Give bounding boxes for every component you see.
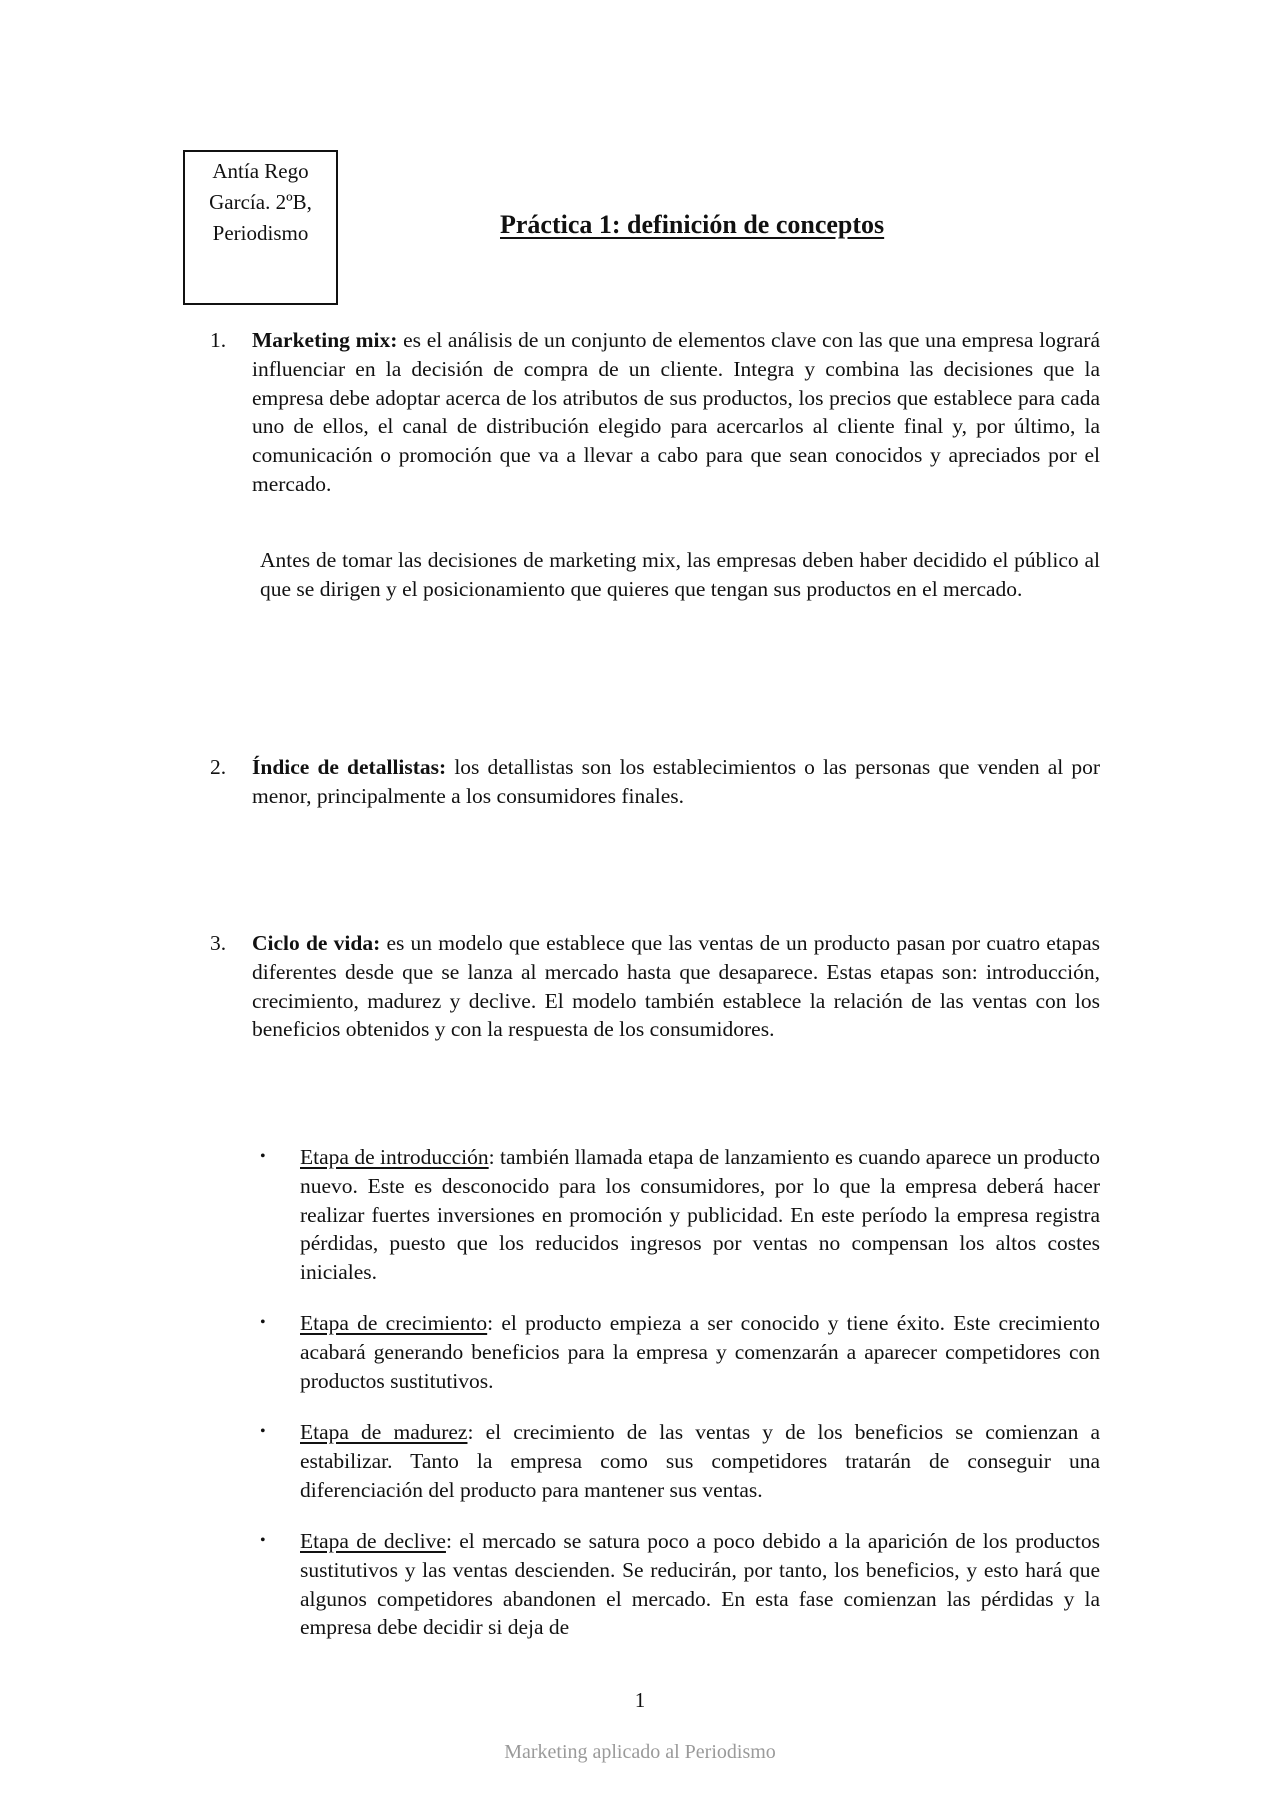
page-footer: Marketing aplicado al Periodismo [504,1741,776,1763]
author-line-1: Antía Rego [212,159,309,183]
stage-text: : el mercado se satura poco a poco debido a la aparición de los productos sustitutivos y las ventas descienden. Se reducirán, por tanto, los beneficios, y esto hará que algunos competidores abandonen el mercado. En esta fase comienzan las pérdidas y la empresa debe decidir si deja de [300,1529,1101,1640]
list-item-ciclo-de-vida [210,929,1100,1044]
stage-text: : el producto empieza a ser conocido y tiene éxito. Este crecimiento acabará generando beneficios para la empresa y comenzarán a aparecer competidores con productos sustitutivos. [300,1311,1100,1393]
list-item-term: Marketing mix: [252,328,398,352]
author-line-2: García. 2ºB, [209,190,312,214]
bullet-icon: • [260,1532,266,1549]
stage-term: Etapa de crecimiento [300,1311,488,1335]
list-item-number: 3. [210,931,227,955]
stage-term: Etapa de introducción [300,1145,489,1169]
stage-text: : el crecimiento de las ventas y de los beneficios se comienzan a estabilizar. Tanto la empresa como sus competidores tratarán de conseguir una diferenciación del producto para mantener sus ventas. [300,1420,1100,1502]
list-item-text: los detallistas son los establecimientos o las personas que venden al por menor, principalmente a los consumidores finales. [252,755,1100,808]
page-title: Práctica 1: definición de conceptos [500,210,885,239]
list-item-number: 1. [210,328,227,352]
bullet-etapa-crecimiento [255,1309,1100,1395]
page-number: 1 [634,1688,646,1712]
bullet-etapa-declive [255,1527,1100,1642]
stage-term: Etapa de declive [300,1529,446,1553]
list-item-number: 2. [210,755,227,779]
bullet-icon: • [260,1148,266,1165]
bullet-icon: • [260,1314,266,1331]
bullet-etapa-introduccion [255,1143,1100,1287]
paragraph-marketing-mix-note: Antes de tomar las decisiones de marketing mix, las empresas deben haber decidido el público al que se dirigen y el posicionamiento que quieres que tengan sus productos en el mercado. [260,548,1100,601]
list-item-text: es el análisis de un conjunto de elementos clave con las que una empresa logrará influenciar en la decisión de compra de un cliente. Integra y combina las decisiones que la empresa debe adoptar acerca de los atributos de sus productos, los precios que establece para cada uno de ellos, el canal de distribución elegido para acercarlos al cliente final y, por último, la comunicación o promoción que va a llevar a cabo para que sean conocidos y apreciados por el mercado. [252,328,1100,496]
list-item-term: Ciclo de vida: [252,931,381,955]
list-item-text: es un modelo que establece que las ventas de un producto pasan por cuatro etapas diferentes desde que se lanza al mercado hasta que desaparece. Estas etapas son: introducción, crecimiento, madurez y declive. El modelo también establece la relación de las ventas con los beneficios obtenidos y con la respuesta de los consumidores. [252,931,1100,1042]
list-item-marketing-mix [210,326,1100,499]
author-line-3: Periodismo [212,221,309,245]
bullet-icon: • [260,1423,266,1440]
list-item-term: Índice de detallistas: [252,755,447,779]
stage-text: : también llamada etapa de lanzamiento es cuando aparece un producto nuevo. Este es desconocido para los consumidores, por lo que la empresa deberá hacer realizar fuertes inversiones en promoción y publicidad. En este período la empresa registra pérdidas, puesto que los reducidos ingresos por ventas no compensan los altos costes iniciales. [300,1145,1101,1285]
author-box [183,150,338,305]
list-item-indice-detallistas [210,753,1100,811]
bullet-etapa-madurez [255,1418,1100,1504]
stage-term: Etapa de madurez [300,1420,468,1444]
